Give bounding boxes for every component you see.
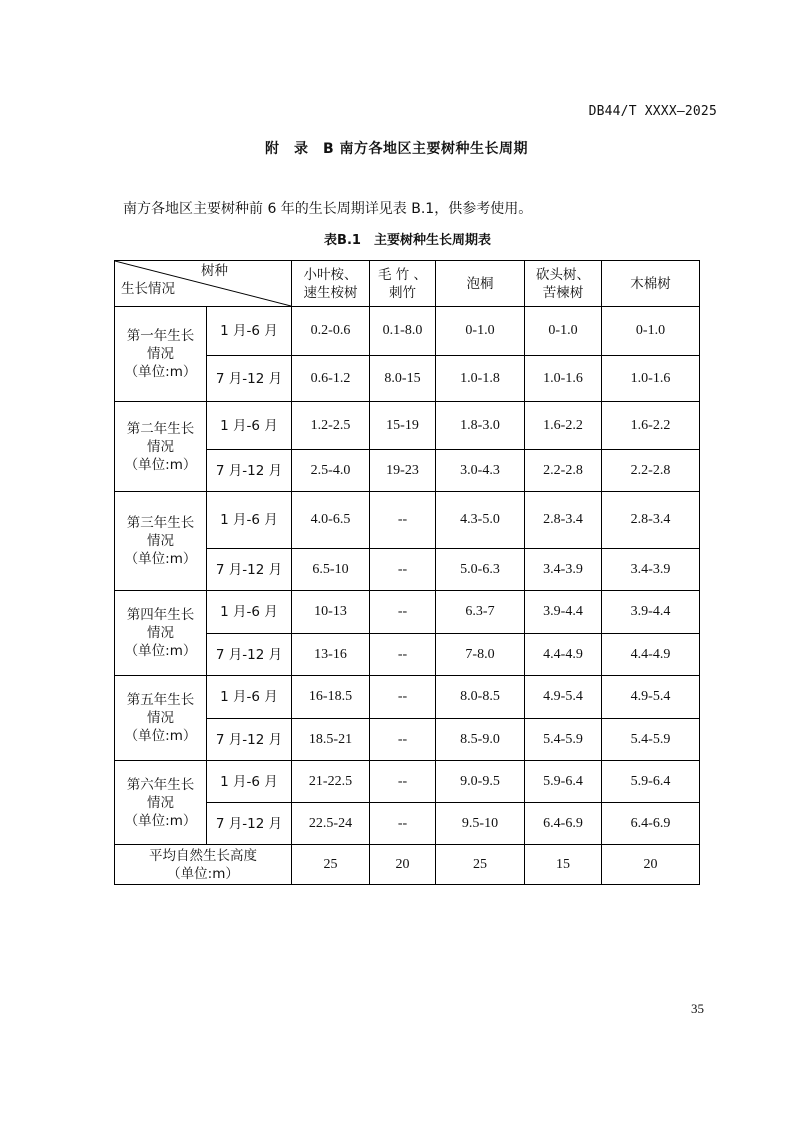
- period-cell: 7 月-12 月: [207, 356, 292, 402]
- value-cell: 2.8-3.4: [602, 492, 700, 549]
- year-label-line3: （单位:m）: [124, 364, 197, 380]
- table-row: [115, 307, 700, 356]
- year-label-line1: 第一年生长: [126, 328, 195, 344]
- value-cell: 8.0-8.5: [436, 676, 525, 719]
- value-cell: 1.6-2.2: [525, 402, 602, 450]
- value-cell: 0.1-8.0: [370, 307, 436, 356]
- year-label-line2: 情况: [147, 794, 174, 811]
- value-cell: 0-1.0: [525, 307, 602, 356]
- average-value-cell: 20: [370, 845, 436, 885]
- value-cell: 16-18.5: [292, 676, 370, 719]
- average-value-cell: 15: [525, 845, 602, 885]
- species-line1: 砍头树、: [536, 266, 590, 283]
- value-cell: 4.3-5.0: [436, 492, 525, 549]
- value-cell: 4.4-4.9: [602, 634, 700, 676]
- average-value-cell: 25: [436, 845, 525, 885]
- value-cell: 2.8-3.4: [525, 492, 602, 549]
- value-cell: 1.0-1.6: [525, 356, 602, 402]
- value-cell: 9.5-10: [436, 803, 525, 845]
- value-cell: 1.0-1.6: [602, 356, 700, 402]
- value-cell: 4.9-5.4: [602, 676, 700, 719]
- value-cell: --: [370, 591, 436, 634]
- value-cell: 1.2-2.5: [292, 402, 370, 450]
- value-cell: 1.8-3.0: [436, 402, 525, 450]
- value-cell: 22.5-24: [292, 803, 370, 845]
- period-cell: 7 月-12 月: [207, 803, 292, 845]
- species-line1: 小叶桉、: [303, 266, 358, 283]
- table-title: 表B.1 主要树种生长周期表: [324, 233, 491, 248]
- period-cell: 1 月-6 月: [207, 307, 292, 356]
- page-number: 35: [691, 1001, 704, 1016]
- year-label-line1: 第四年生长: [126, 607, 195, 623]
- value-cell: 4.4-4.9: [525, 634, 602, 676]
- value-cell: 1.6-2.2: [602, 402, 700, 450]
- value-cell: 5.9-6.4: [602, 761, 700, 803]
- year-label-line2: 情况: [147, 346, 174, 362]
- value-cell: --: [370, 634, 436, 676]
- year-label-line2: 情况: [147, 438, 174, 455]
- value-cell: 7-8.0: [436, 634, 525, 676]
- average-value-cell: 25: [292, 845, 370, 885]
- species-line1: 毛 竹 、: [377, 266, 428, 283]
- species-line1: 泡桐: [466, 275, 494, 292]
- year-label-cell: [115, 676, 207, 761]
- value-cell: 0.2-0.6: [292, 307, 370, 356]
- value-cell: 4.0-6.5: [292, 492, 370, 549]
- period-cell: 1 月-6 月: [207, 761, 292, 803]
- species-line2: 苦楝树: [542, 284, 584, 301]
- year-label-line1: 第六年生长: [126, 776, 195, 793]
- value-cell: 18.5-21: [292, 719, 370, 761]
- value-cell: --: [370, 549, 436, 591]
- table-row: [115, 492, 700, 549]
- value-cell: 8.0-15: [370, 356, 436, 402]
- year-label-line3: （单位:m）: [124, 456, 197, 473]
- value-cell: --: [370, 761, 436, 803]
- period-cell: 7 月-12 月: [207, 450, 292, 492]
- value-cell: 13-16: [292, 634, 370, 676]
- value-cell: 8.5-9.0: [436, 719, 525, 761]
- average-label-line2: （单位:m）: [167, 865, 239, 882]
- average-height-label: [115, 845, 292, 885]
- value-cell: 6.4-6.9: [525, 803, 602, 845]
- period-cell: 1 月-6 月: [207, 492, 292, 549]
- species-line1: 木棉树: [630, 275, 671, 292]
- value-cell: 19-23: [370, 450, 436, 492]
- table-row: [115, 402, 700, 450]
- value-cell: 3.4-3.9: [602, 549, 700, 591]
- period-cell: 7 月-12 月: [207, 549, 292, 591]
- value-cell: 0-1.0: [602, 307, 700, 356]
- year-label-cell: [115, 492, 207, 591]
- value-cell: 4.9-5.4: [525, 676, 602, 719]
- period-cell: 7 月-12 月: [207, 719, 292, 761]
- year-label-line2: 情况: [147, 625, 174, 641]
- value-cell: 3.9-4.4: [602, 591, 700, 634]
- value-cell: 21-22.5: [292, 761, 370, 803]
- species-header-4: [602, 261, 700, 307]
- year-label-line2: 情况: [147, 710, 174, 726]
- value-cell: 2.2-2.8: [602, 450, 700, 492]
- value-cell: --: [370, 719, 436, 761]
- value-cell: 5.4-5.9: [602, 719, 700, 761]
- species-header-2: [436, 261, 525, 307]
- value-cell: 9.0-9.5: [436, 761, 525, 803]
- value-cell: 5.0-6.3: [436, 549, 525, 591]
- species-line2: 速生桉树: [303, 284, 358, 301]
- species-header-0: [292, 261, 370, 307]
- table-row: [115, 676, 700, 719]
- year-label-line2: 情况: [147, 533, 174, 549]
- value-cell: 5.9-6.4: [525, 761, 602, 803]
- value-cell: 0.6-1.2: [292, 356, 370, 402]
- year-label-line3: （单位:m）: [124, 643, 197, 659]
- value-cell: --: [370, 492, 436, 549]
- year-label-cell: [115, 761, 207, 845]
- year-label-cell: [115, 591, 207, 676]
- year-label-cell: [115, 307, 207, 402]
- value-cell: --: [370, 676, 436, 719]
- value-cell: 15-19: [370, 402, 436, 450]
- average-value-cell: 20: [602, 845, 700, 885]
- value-cell: 3.4-3.9: [525, 549, 602, 591]
- growth-cycle-table: [114, 260, 700, 885]
- value-cell: 10-13: [292, 591, 370, 634]
- species-header-1: [370, 261, 436, 307]
- header-row: [115, 261, 700, 307]
- value-cell: 3.9-4.4: [525, 591, 602, 634]
- year-label-cell: [115, 402, 207, 492]
- table-row: [115, 761, 700, 803]
- value-cell: --: [370, 803, 436, 845]
- value-cell: 2.2-2.8: [525, 450, 602, 492]
- table-row: [115, 591, 700, 634]
- value-cell: 0-1.0: [436, 307, 525, 356]
- corner-label-species: 树种: [201, 263, 228, 279]
- year-label-line1: 第五年生长: [126, 692, 195, 708]
- year-label-line1: 第二年生长: [126, 420, 195, 437]
- document-code: DB44/T XXXX—2025: [588, 104, 717, 119]
- year-label-line3: （单位:m）: [124, 812, 197, 829]
- value-cell: 1.0-1.8: [436, 356, 525, 402]
- period-cell: 7 月-12 月: [207, 634, 292, 676]
- corner-label-growth: 生长情况: [121, 281, 175, 297]
- average-label-line1: 平均自然生长高度: [149, 847, 257, 864]
- value-cell: 2.5-4.0: [292, 450, 370, 492]
- value-cell: 6.4-6.9: [602, 803, 700, 845]
- average-height-row: [115, 845, 700, 885]
- value-cell: 6.3-7: [436, 591, 525, 634]
- period-cell: 1 月-6 月: [207, 591, 292, 634]
- appendix-title: 附 录 B 南方各地区主要树种生长周期: [264, 141, 529, 157]
- year-label-line1: 第三年生长: [126, 515, 195, 531]
- year-label-line3: （单位:m）: [124, 728, 197, 744]
- species-line2: 刺竹: [389, 284, 416, 301]
- value-cell: 5.4-5.9: [525, 719, 602, 761]
- year-label-line3: （单位:m）: [124, 551, 197, 567]
- value-cell: 3.0-4.3: [436, 450, 525, 492]
- species-header-3: [525, 261, 602, 307]
- period-cell: 1 月-6 月: [207, 676, 292, 719]
- value-cell: 6.5-10: [292, 549, 370, 591]
- corner-header-cell: [115, 261, 292, 307]
- intro-paragraph: 南方各地区主要树种前 6 年的生长周期详见表 B.1，供参考使用。: [123, 201, 533, 217]
- period-cell: 1 月-6 月: [207, 402, 292, 450]
